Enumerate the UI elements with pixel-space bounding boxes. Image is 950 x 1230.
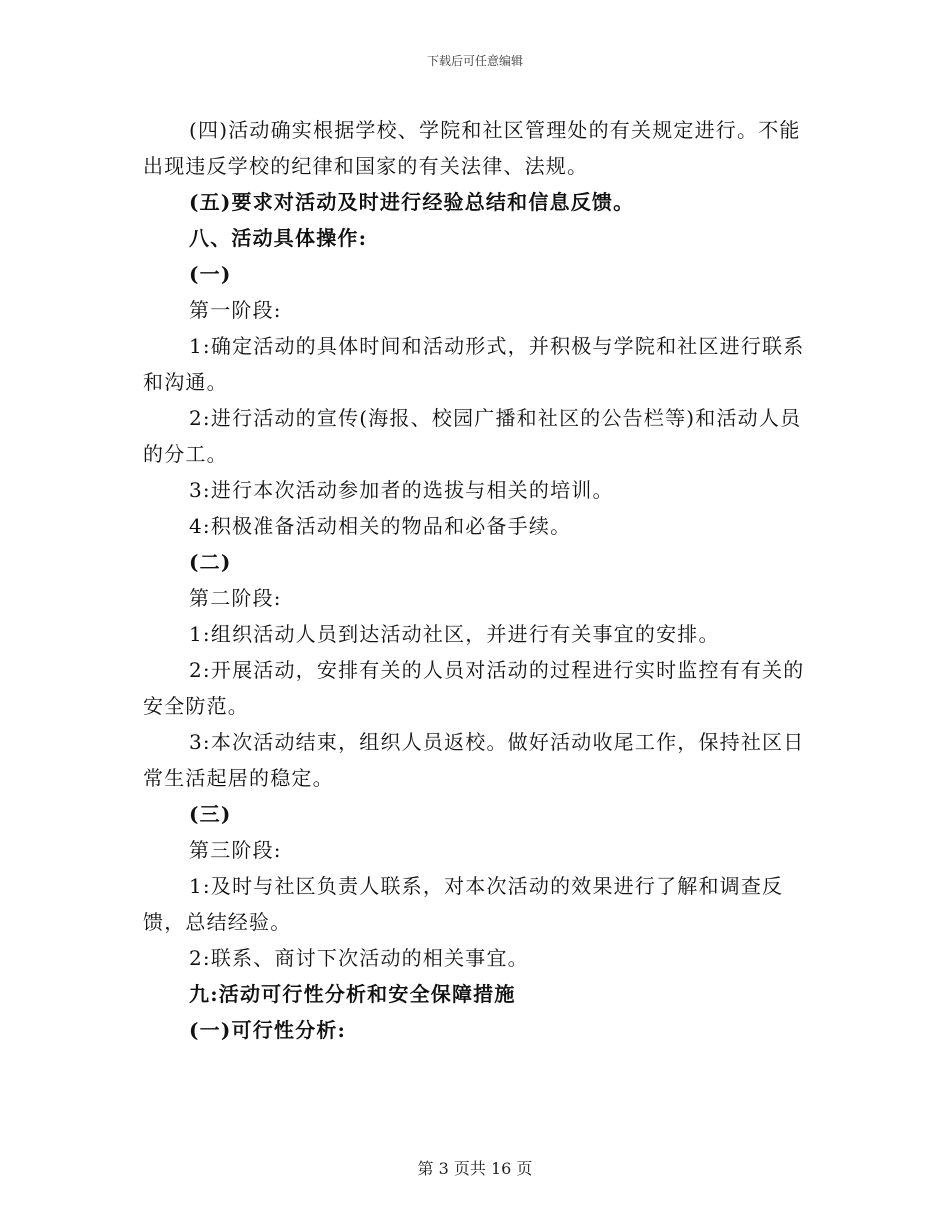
stage-title: 第一阶段: xyxy=(189,298,282,322)
paragraph: (四)活动确实根据学校、学院和社区管理处的有关规定进行。不能出现违反学校的纪律和国家的有关法律、法规。 xyxy=(143,118,801,178)
page-header: 下载后可任意编辑 xyxy=(426,54,523,68)
section-heading: 八、活动具体操作: xyxy=(189,226,368,250)
paragraph: 1:组织活动人员到达活动社区，并进行有关事宜的安排。 xyxy=(189,622,720,646)
paragraph: 4:积极准备活动相关的物品和必备手续。 xyxy=(189,514,572,538)
paragraph: 1:确定活动的具体时间和活动形式，并积极与学院和社区进行联系和沟通。 xyxy=(143,334,805,394)
paragraph: 3:进行本次活动参加者的选拔与相关的培训。 xyxy=(189,478,614,502)
paragraph: 2:联系、商讨下次活动的相关事宜。 xyxy=(189,946,529,970)
section-heading: 九:活动可行性分析和安全保障措施 xyxy=(189,982,516,1006)
subsection-heading: (一)可行性分析: xyxy=(189,1018,347,1042)
page-footer: 第 3 页共 16 页 xyxy=(417,1159,533,1178)
paragraph: 1:及时与社区负责人联系，对本次活动的效果进行了解和调查反馈，总结经验。 xyxy=(143,874,784,934)
paragraph: (五)要求对活动及时进行经验总结和信息反馈。 xyxy=(189,190,635,214)
subsection-heading: (一) xyxy=(189,262,232,286)
paragraph: 2:进行活动的宣传(海报、校园广播和社区的公告栏等)和活动人员的分工。 xyxy=(143,406,802,466)
stage-title: 第二阶段: xyxy=(189,586,282,610)
paragraph: 2:开展活动，安排有关的人员对活动的过程进行实时监控有有关的安全防范。 xyxy=(143,658,805,718)
subsection-heading: (二) xyxy=(189,550,232,574)
paragraph: 3:本次活动结束，组织人员返校。做好活动收尾工作，保持社区日常生活起居的稳定。 xyxy=(143,730,805,790)
document-body xyxy=(143,112,808,1048)
stage-title: 第三阶段: xyxy=(189,838,282,862)
subsection-heading: (三) xyxy=(189,802,232,826)
